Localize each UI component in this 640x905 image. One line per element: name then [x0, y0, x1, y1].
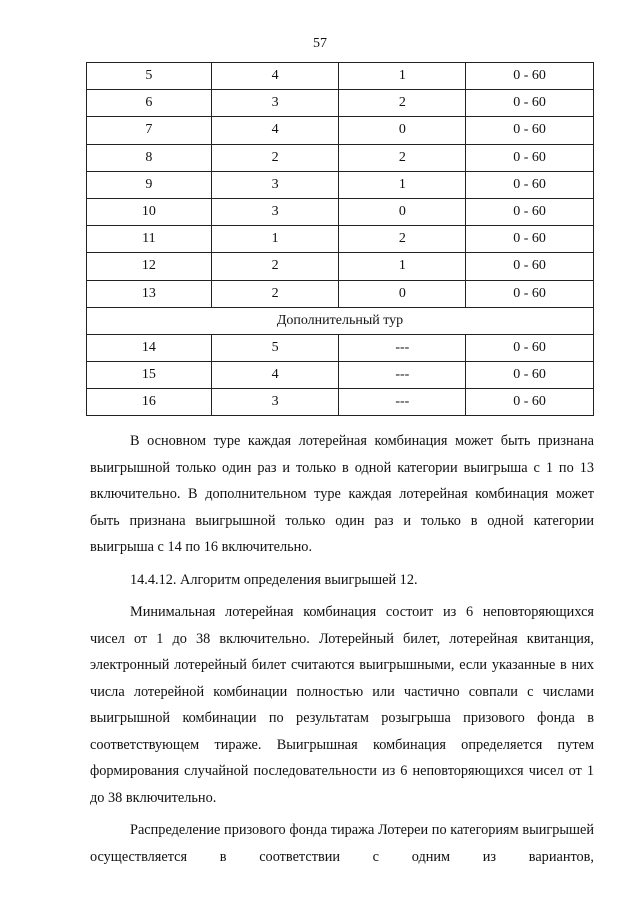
table-row — [87, 144, 594, 171]
category-cell: 11 — [87, 226, 212, 253]
matches-cell: 2 — [211, 253, 339, 280]
share-cell: 0 - 60 — [466, 63, 594, 90]
extra-matches-cell: --- — [339, 362, 466, 389]
table-row — [87, 226, 594, 253]
share-cell: 0 - 60 — [466, 226, 594, 253]
share-cell: 0 - 60 — [466, 253, 594, 280]
category-cell: 8 — [87, 144, 212, 171]
extra-matches-cell: 1 — [339, 63, 466, 90]
matches-cell: 3 — [211, 198, 339, 225]
extra-matches-cell: 0 — [339, 280, 466, 307]
prize-category-table — [86, 62, 594, 416]
matches-cell: 4 — [211, 63, 339, 90]
share-cell: 0 - 60 — [466, 117, 594, 144]
category-cell: 16 — [87, 389, 212, 416]
category-cell: 7 — [87, 117, 212, 144]
table-row — [87, 280, 594, 307]
category-cell: 6 — [87, 90, 212, 117]
extra-matches-cell: 2 — [339, 144, 466, 171]
paragraph-prize-distribution: Распределение призового фонда тиража Лотереи по категориям выигрышей осуществляется в соответствии с одним из вариантов, — [90, 822, 594, 865]
body-text — [90, 428, 594, 870]
category-cell: 9 — [87, 171, 212, 198]
paragraph-categories: В основном туре каждая лотерейная комбинация может быть признана выигрышной только один раз и только в одной категории выигрыша с 1 по 13 включительно. В дополнительном туре каждая лотерейная комбинация может быть признана выигрышной только один раз и только в одной категории выигрыша с 14 по 16 включительно. — [90, 433, 594, 555]
share-cell: 0 - 60 — [466, 334, 594, 361]
table-row — [87, 334, 594, 361]
extra-matches-cell: 0 — [339, 198, 466, 225]
matches-cell: 3 — [211, 90, 339, 117]
category-cell: 15 — [87, 362, 212, 389]
extra-matches-cell: 1 — [339, 253, 466, 280]
share-cell: 0 - 60 — [466, 389, 594, 416]
matches-cell: 2 — [211, 280, 339, 307]
category-cell: 12 — [87, 253, 212, 280]
table-row — [87, 90, 594, 117]
share-cell: 0 - 60 — [466, 171, 594, 198]
extra-matches-cell: --- — [339, 334, 466, 361]
extra-matches-cell: 1 — [339, 171, 466, 198]
matches-cell: 2 — [211, 144, 339, 171]
matches-cell: 1 — [211, 226, 339, 253]
category-cell: 10 — [87, 198, 212, 225]
table-section-row — [87, 307, 594, 334]
table-row — [87, 171, 594, 198]
extra-matches-cell: --- — [339, 389, 466, 416]
matches-cell: 4 — [211, 117, 339, 144]
table-row — [87, 198, 594, 225]
share-cell: 0 - 60 — [466, 280, 594, 307]
table-row — [87, 389, 594, 416]
matches-cell: 3 — [211, 171, 339, 198]
share-cell: 0 - 60 — [466, 90, 594, 117]
extra-matches-cell: 2 — [339, 90, 466, 117]
paragraph-minimal-combination: Минимальная лотерейная комбинация состоит из 6 неповторяющихся чисел от 1 до 38 включительно. Лотерейный билет, лотерейная квитанция, электронный лотерейный билет считаются выигрышными, если указанные в них числа лотерейной комбинации полностью или частично совпали с числами выигрышной комбинации по результатам розыгрыша призового фонда в соответствующем тираже. Выигрышная комбинация определяется путем формирования случайной последовательности из 6 неповторяющихся чисел от 1 до 38 включительно. — [90, 604, 594, 806]
category-cell: 13 — [87, 280, 212, 307]
paragraph-algorithm-heading: 14.4.12. Алгоритм определения выигрышей 12. — [130, 571, 418, 588]
share-cell: 0 - 60 — [466, 362, 594, 389]
table-row — [87, 63, 594, 90]
share-cell: 0 - 60 — [466, 144, 594, 171]
extra-matches-cell: 2 — [339, 226, 466, 253]
table-row — [87, 362, 594, 389]
table-body-main — [87, 63, 594, 416]
table-row — [87, 253, 594, 280]
category-cell: 14 — [87, 334, 212, 361]
section-label-cell: Дополнительный тур — [87, 307, 594, 334]
matches-cell: 3 — [211, 389, 339, 416]
category-cell: 5 — [87, 63, 212, 90]
table-row — [87, 117, 594, 144]
page-number: 57 — [313, 36, 327, 51]
matches-cell: 5 — [211, 334, 339, 361]
share-cell: 0 - 60 — [466, 198, 594, 225]
extra-matches-cell: 0 — [339, 117, 466, 144]
matches-cell: 4 — [211, 362, 339, 389]
